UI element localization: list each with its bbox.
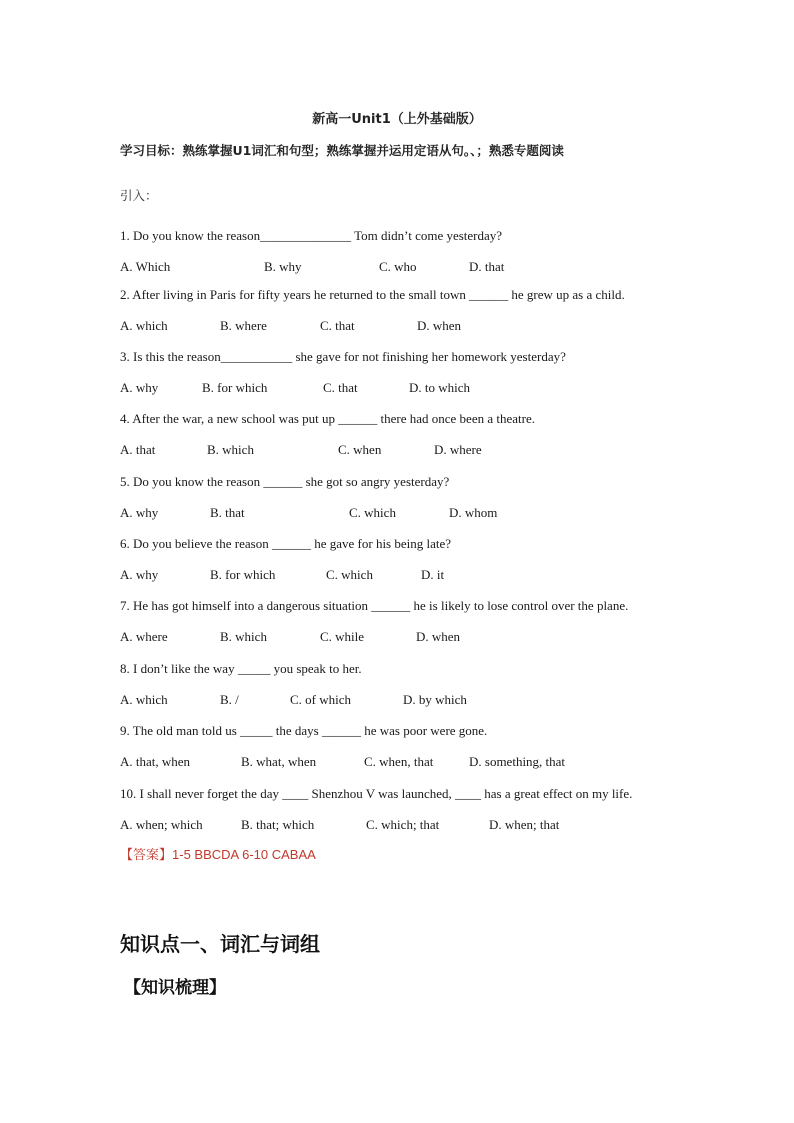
section-title: 知识点一、词汇与词组 — [120, 932, 320, 956]
option-c: C. which — [349, 505, 396, 520]
option-d: D. to which — [409, 380, 471, 395]
question-7: 7. He has got himself into a dangerous situation ______ he is likely to lose control over the plane. — [120, 598, 629, 613]
option-c: C. of which — [290, 692, 352, 707]
question-8-options — [0, 692, 794, 710]
question-4-options — [0, 442, 794, 460]
subsection-title: 【知识梳理】 — [124, 978, 226, 998]
option-a: A. which — [120, 318, 168, 333]
question-3-options — [0, 380, 794, 398]
option-d: D. by which — [403, 692, 467, 707]
question-1: 1. Do you know the reason______________ Tom didn’t come yesterday? — [120, 228, 503, 243]
option-b: B. that; which — [241, 817, 315, 832]
option-b: B. why — [264, 259, 302, 274]
question-6-options — [0, 567, 794, 585]
option-d: D. when; that — [489, 817, 560, 832]
question-2: 2. After living in Paris for fifty years he returned to the small town ______ he grew up as a child. — [120, 287, 625, 302]
page-title: 新高一Unit1（上外基础版） — [312, 112, 482, 127]
option-b: B. which — [220, 629, 267, 644]
option-a: A. why — [120, 380, 159, 395]
option-a: A. where — [120, 629, 168, 644]
answer-label: 【答案】 — [120, 848, 173, 863]
answer-text: 1-5 BBCDA 6-10 CABAA — [172, 847, 316, 862]
question-7-options — [0, 629, 794, 647]
option-d: D. that — [469, 259, 505, 274]
question-9-options — [0, 754, 794, 772]
option-a: A. that — [120, 442, 156, 457]
question-4: 4. After the war, a new school was put up ______ there had once been a theatre. — [120, 411, 535, 426]
question-3: 3. Is this the reason___________ she gave for not finishing her homework yesterday? — [120, 349, 566, 364]
question-8: 8. I don’t like the way _____ you speak to her. — [120, 661, 362, 676]
option-c: C. that — [320, 318, 355, 333]
option-b: B. which — [207, 442, 254, 457]
question-6: 6. Do you believe the reason ______ he gave for his being late? — [120, 536, 452, 551]
option-b: B. for which — [210, 567, 276, 582]
question-10-options — [0, 817, 794, 835]
option-d: D. whom — [449, 505, 498, 520]
option-b: B. for which — [202, 380, 268, 395]
option-d: D. where — [434, 442, 482, 457]
question-5: 5. Do you know the reason ______ she got so angry yesterday? — [120, 474, 450, 489]
option-a: A. when; which — [120, 817, 203, 832]
option-a: A. why — [120, 567, 159, 582]
question-2-options — [0, 318, 794, 336]
option-a: A. Which — [120, 259, 171, 274]
option-a: A. which — [120, 692, 168, 707]
option-c: C. while — [320, 629, 365, 644]
option-d: D. when — [417, 318, 462, 333]
option-c: C. when, that — [364, 754, 434, 769]
option-d: D. when — [416, 629, 461, 644]
option-a: A. why — [120, 505, 159, 520]
option-a: A. that, when — [120, 754, 191, 769]
question-5-options — [0, 505, 794, 523]
question-10: 10. I shall never forget the day ____ Shenzhou V was launched, ____ has a great effect on my life. — [120, 786, 633, 801]
option-c: C. which; that — [366, 817, 440, 832]
question-9: 9. The old man told us _____ the days ______ he was poor were gone. — [120, 723, 488, 738]
option-b: B. / — [220, 692, 239, 707]
question-1-options — [0, 259, 794, 277]
answer-key — [120, 844, 316, 863]
option-c: C. that — [323, 380, 358, 395]
option-c: C. who — [379, 259, 417, 274]
option-b: B. where — [220, 318, 267, 333]
intro-label: 引入： — [120, 188, 158, 203]
option-b: B. that — [210, 505, 245, 520]
learning-goal: 学习目标：熟练掌握U1词汇和句型；熟练掌握并运用定语从句。、；熟悉专题阅读 — [120, 143, 564, 158]
option-c: C. which — [326, 567, 373, 582]
option-d: D. it — [421, 567, 445, 582]
option-d: D. something, that — [469, 754, 566, 769]
option-b: B. what, when — [241, 754, 317, 769]
option-c: C. when — [338, 442, 382, 457]
